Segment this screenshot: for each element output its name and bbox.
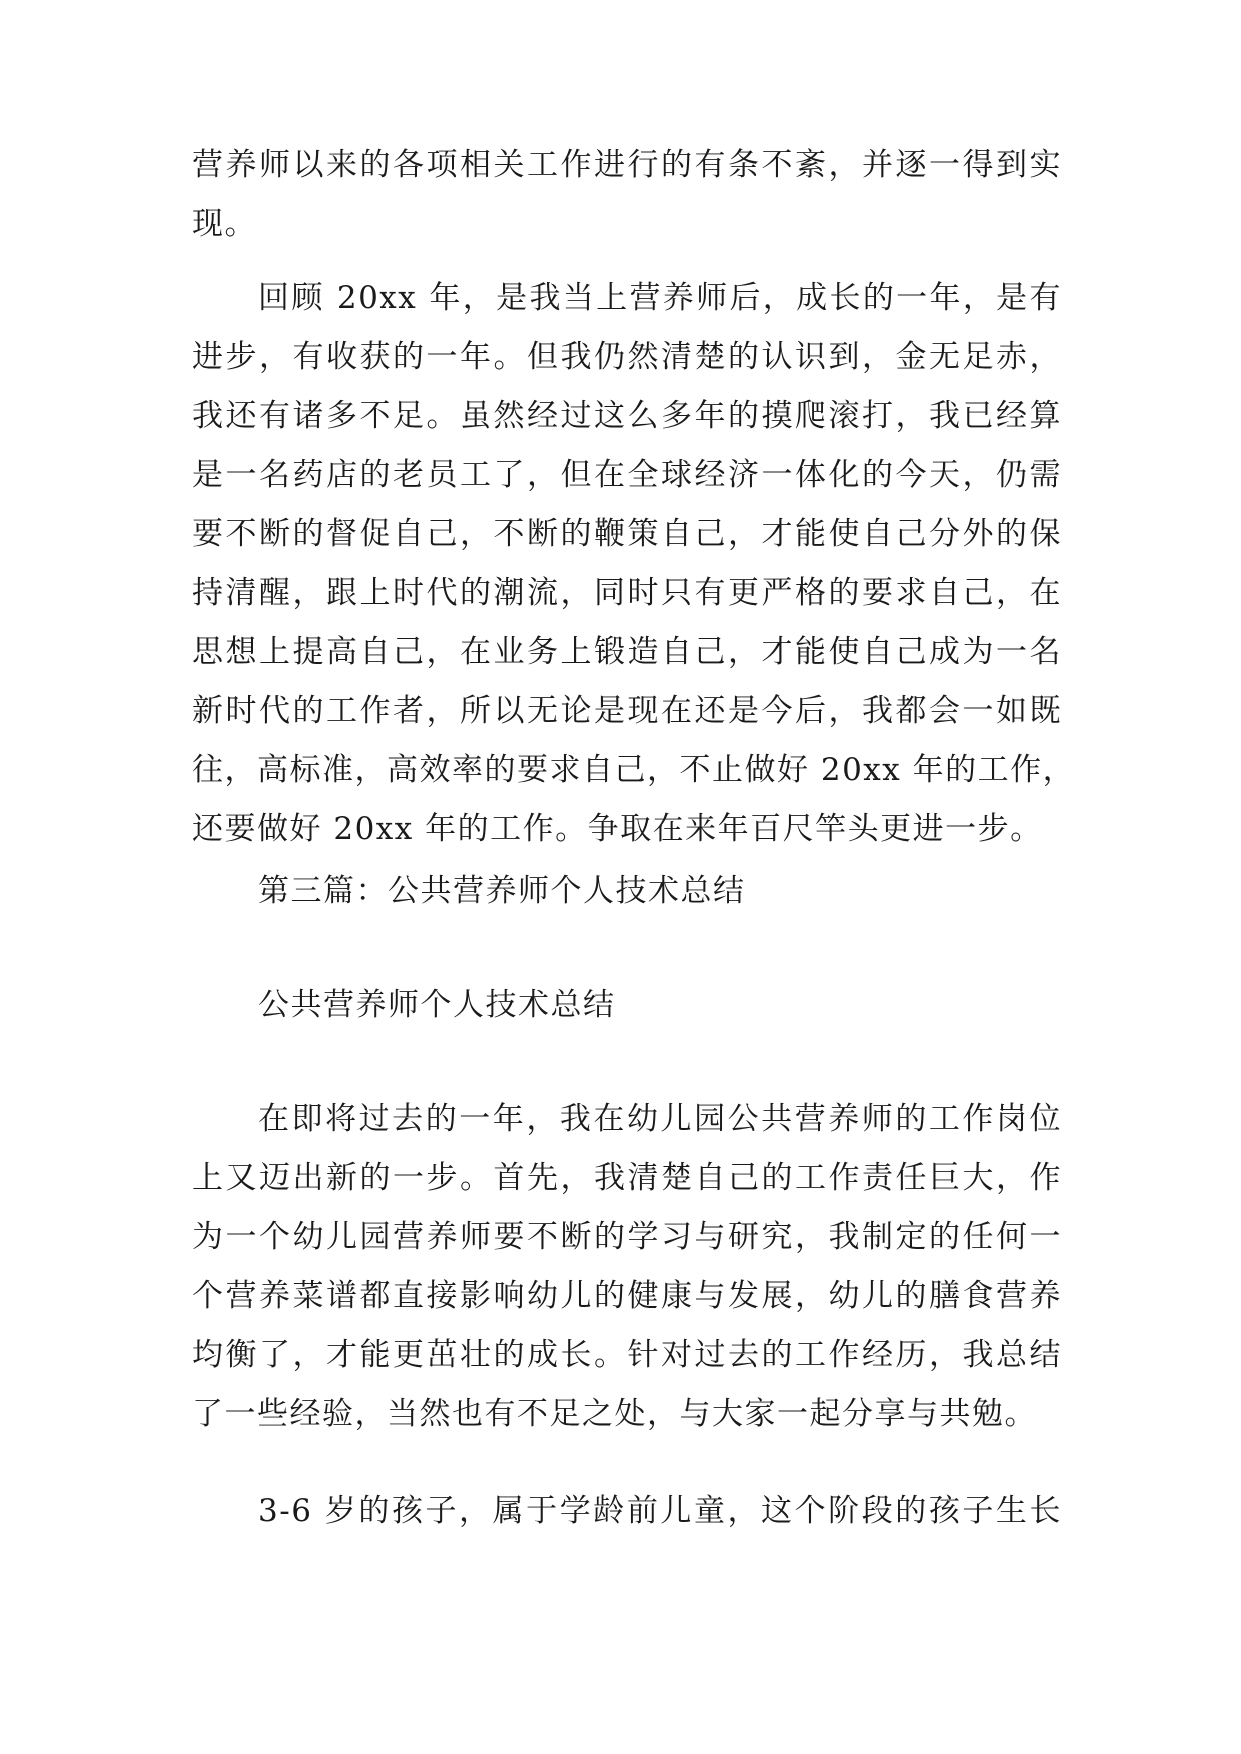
text-line: 营养师以来的各项相关工作进行的有条不紊，并逐一得到实 [192, 147, 1062, 183]
text-line: 上又迈出新的一步。首先，我清楚自己的工作责任巨大，作 [192, 1160, 1062, 1196]
text-line: 均衡了，才能更茁壮的成长。针对过去的工作经历，我总结 [192, 1337, 1062, 1373]
text-line: 现。 [192, 206, 257, 242]
text-line: 持清醒，跟上时代的潮流，同时只有更严格的要求自己，在 [192, 575, 1062, 611]
text-line: 个营养菜谱都直接影响幼儿的健康与发展，幼儿的膳食营养 [192, 1278, 1062, 1314]
text-line: 进步，有收获的一年。但我仍然清楚的认识到，金无足赤， [192, 339, 1062, 375]
paragraph-children [192, 1482, 1062, 1541]
text-line: 思想上提高自己，在业务上锻造自己，才能使自己成为一名 [192, 634, 1062, 670]
text-line: 新时代的工作者，所以无论是现在还是今后，我都会一如既 [192, 693, 1062, 729]
text-line: 了一些经验，当然也有不足之处，与大家一起分享与共勉。 [192, 1396, 1037, 1432]
text-line: 要不断的督促自己，不断的鞭策自己，才能使自己分外的保 [192, 516, 1062, 552]
paragraph-review [192, 269, 1076, 859]
section-heading: 第三篇：公共营养师个人技术总结 [258, 873, 746, 909]
paragraph-continuation [192, 136, 1062, 254]
section-subtitle: 公共营养师个人技术总结 [258, 987, 616, 1023]
text-line: 回顾 20xx 年，是我当上营养师后，成长的一年，是有 [258, 280, 1062, 316]
paragraph-intro [192, 1090, 1062, 1444]
text-line: 为一个幼儿园营养师要不断的学习与研究，我制定的任何一 [192, 1219, 1062, 1255]
text-line: 还要做好 20xx 年的工作。争取在来年百尺竿头更进一步。 [192, 811, 1043, 847]
text-line: 在即将过去的一年，我在幼儿园公共营养师的工作岗位 [258, 1101, 1062, 1137]
text-line: 往，高标准，高效率的要求自己，不止做好 20xx 年的工作， [192, 752, 1076, 788]
text-line: 3-6 岁的孩子，属于学龄前儿童，这个阶段的孩子生长 [258, 1493, 1062, 1529]
text-line: 是一名药店的老员工了，但在全球经济一体化的今天，仍需 [192, 457, 1062, 493]
text-line: 我还有诸多不足。虽然经过这么多年的摸爬滚打，我已经算 [192, 398, 1062, 434]
